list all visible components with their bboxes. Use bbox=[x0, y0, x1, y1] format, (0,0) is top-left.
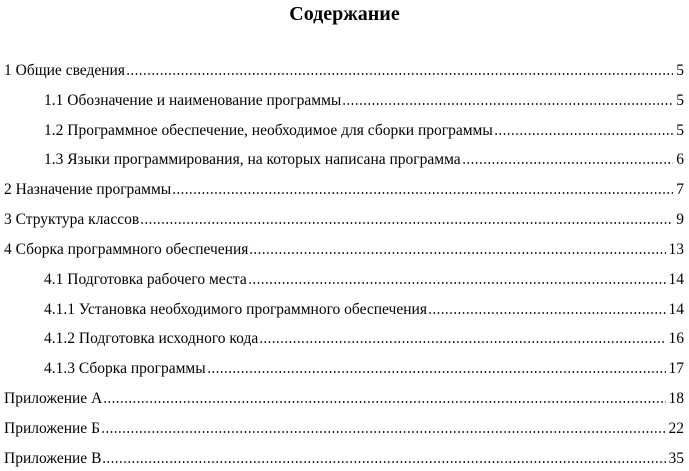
dot-leader bbox=[103, 400, 665, 404]
toc-entry-label: 4.1.3 Сборка программы bbox=[44, 360, 206, 377]
toc-entry[interactable] bbox=[4, 420, 684, 438]
dot-leader bbox=[140, 221, 673, 225]
dot-leader bbox=[342, 102, 673, 106]
toc-entry[interactable] bbox=[4, 241, 684, 259]
toc-entry-label: Приложение А bbox=[4, 390, 103, 407]
toc-entry-page: 14 bbox=[668, 301, 684, 318]
toc-entry-page: 14 bbox=[668, 271, 684, 288]
toc-entry[interactable] bbox=[4, 390, 684, 408]
toc-entry[interactable] bbox=[44, 122, 684, 140]
toc-entry-label: 4.1.2 Подготовка исходного кода bbox=[44, 330, 259, 347]
toc-entry-label: 4.1.1 Установка необходимого программного обеспечения bbox=[44, 301, 427, 318]
toc-entry[interactable] bbox=[44, 92, 684, 110]
toc-entry-label: 3 Структура классов bbox=[4, 211, 140, 228]
toc-entry[interactable] bbox=[4, 450, 684, 468]
dot-leader bbox=[207, 370, 666, 374]
dot-leader bbox=[428, 311, 666, 315]
dot-leader bbox=[126, 72, 673, 76]
toc-entry-label: 4 Сборка программного обеспечения bbox=[4, 241, 249, 258]
dot-leader bbox=[259, 340, 665, 344]
toc-entry-page: 5 bbox=[676, 92, 684, 109]
dot-leader bbox=[101, 430, 666, 434]
toc-entry-label: 2 Назначение программы bbox=[4, 181, 172, 198]
toc-entry-label: 1.1 Обозначение и наименование программы bbox=[44, 92, 342, 109]
toc-entry[interactable] bbox=[44, 301, 684, 319]
toc-entry-page: 16 bbox=[668, 330, 684, 347]
toc-entry-label: 1.3 Языки программирования, на которых написана программа bbox=[44, 151, 461, 168]
dot-leader bbox=[248, 281, 666, 285]
toc-entry[interactable] bbox=[4, 181, 684, 199]
toc-entry-page: 13 bbox=[668, 241, 684, 258]
toc-entry-label: Приложение Б bbox=[4, 420, 100, 437]
toc-entry-page: 5 bbox=[676, 122, 684, 139]
dot-leader bbox=[462, 161, 674, 165]
toc-entry-page: 5 bbox=[676, 62, 684, 79]
toc-entry-label: 4.1 Подготовка рабочего места bbox=[44, 271, 247, 288]
dot-leader bbox=[102, 460, 665, 464]
page-title: Содержание bbox=[289, 3, 400, 25]
toc-entry-page: 22 bbox=[668, 420, 684, 437]
toc-entry[interactable] bbox=[44, 271, 684, 289]
toc-entry[interactable] bbox=[4, 62, 684, 80]
toc-entry-page: 7 bbox=[676, 181, 684, 198]
toc-entry-label: Приложение В bbox=[4, 450, 102, 467]
toc-entry-page: 9 bbox=[676, 211, 684, 228]
toc-entry-page: 18 bbox=[668, 390, 684, 407]
dot-leader bbox=[172, 191, 673, 195]
toc-entry[interactable] bbox=[4, 211, 684, 229]
toc-entry[interactable] bbox=[44, 151, 684, 169]
toc-entry-page: 35 bbox=[668, 450, 684, 467]
toc-entry[interactable] bbox=[44, 330, 684, 348]
dot-leader bbox=[494, 132, 673, 136]
toc-entry-label: 1 Общие сведения bbox=[4, 62, 125, 79]
toc-entry[interactable] bbox=[44, 360, 684, 378]
toc-entry-page: 17 bbox=[668, 360, 684, 377]
toc-entry-page: 6 bbox=[676, 151, 684, 168]
dot-leader bbox=[249, 251, 665, 255]
toc-entry-label: 1.2 Программное обеспечение, необходимое для сборки программы bbox=[44, 122, 493, 139]
